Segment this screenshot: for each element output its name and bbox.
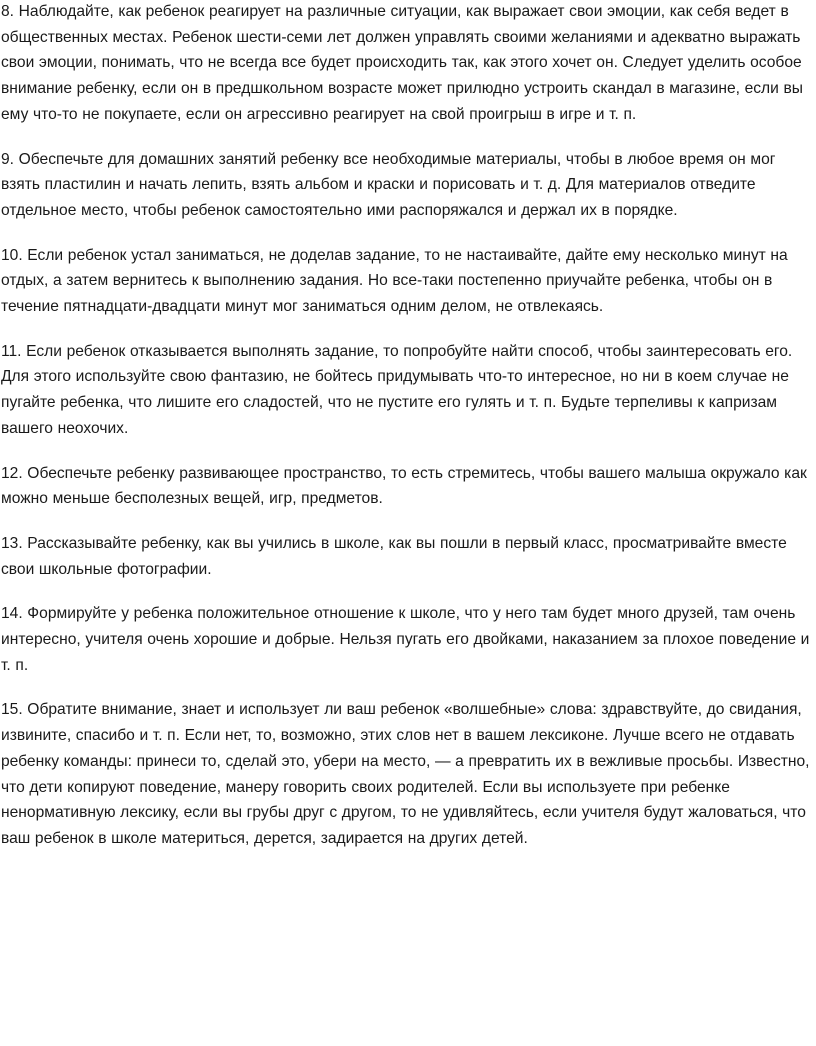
paragraph-item-12: 12. Обеспечьте ребенку развивающее пространство, то есть стремитесь, чтобы вашего малыша окружало как можно меньше бесполезных вещей, игр, предметов. xyxy=(1,464,807,508)
paragraph-item-15: 15. Обратите внимание, знает и использует ли ваш ребенок «волшебные» слова: здравствуйте, до свидания, извините, спасибо и т. п. Если нет, то, возможно, этих слов нет в вашем лексиконе. Лучше всего не отдавать ребенку команды: принеси то, сделай это, убери на место, — а превратить их в вежливые просьбы. Известно, что дети копируют поведение, манеру говорить своих родителей. Если вы используете при ребенке ненормативную лексику, если вы грубы друг с другом, то не удивляйтесь, если учителя будут жаловаться, что ваш ребенок в школе материться, дерется, задирается на других детей. xyxy=(1,701,810,847)
paragraph-item-9: 9. Обеспечьте для домашних занятий ребенку все необходимые материалы, чтобы в любое время он мог взять пластилин и начать лепить, взять альбом и краски и порисовать и т. д. Для материалов отведите отдельное место, чтобы ребенок самостоятельно ими распоряжался и держал их в порядке. xyxy=(1,150,776,219)
paragraph-item-10: 10. Если ребенок устал заниматься, не доделав задание, то не настаивайте, дайте ему несколько минут на отдых, а затем вернитесь к выполнению задания. Но все-таки постепенно приучайте ребенка, чтобы он в течение пятнадцати-двадцати минут мог заниматься одним делом, не отвлекаясь. xyxy=(1,246,788,316)
paragraph-item-13: 13. Рассказывайте ребенку, как вы учились в школе, как вы пошли в первый класс, просматривайте вместе свои школьные фотографии. xyxy=(1,534,787,578)
paragraph-item-11: 11. Если ребенок отказывается выполнять задание, то попробуйте найти способ, чтобы заинтересовать его. Для этого используйте свою фантазию, не бойтесь придумывать что-то интересное, но ни в коем случае не пугайте ребенка, что лишите его сладостей, что не пустите его гулять и т. п. Будьте терпеливы к капризам вашего неохочих. xyxy=(1,342,793,437)
paragraph-item-14: 14. Формируйте у ребенка положительное отношение к школе, что у него там будет много друзей, там очень интересно, учителя очень хорошие и добрые. Нельзя пугать его двойками, наказанием за плохое поведение и т. п. xyxy=(1,605,810,674)
paragraph-item-8: 8. Наблюдайте, как ребенок реагирует на различные ситуации, как выражает свои эмоции, как себя ведет в общественных местах. Ребенок шести-семи лет должен управлять своими желаниями и адекватно выражать свои эмоции, понимать, что не всегда все будет происходить так, как этого хочет он. Следует уделить особое внимание ребенку, если он в предшкольном возрасте может прилюдно устроить скандал в магазине, если вы ему что-то не покупаете, если он агрессивно реагирует на свой проигрыш в игре и т. п. xyxy=(1,3,803,123)
